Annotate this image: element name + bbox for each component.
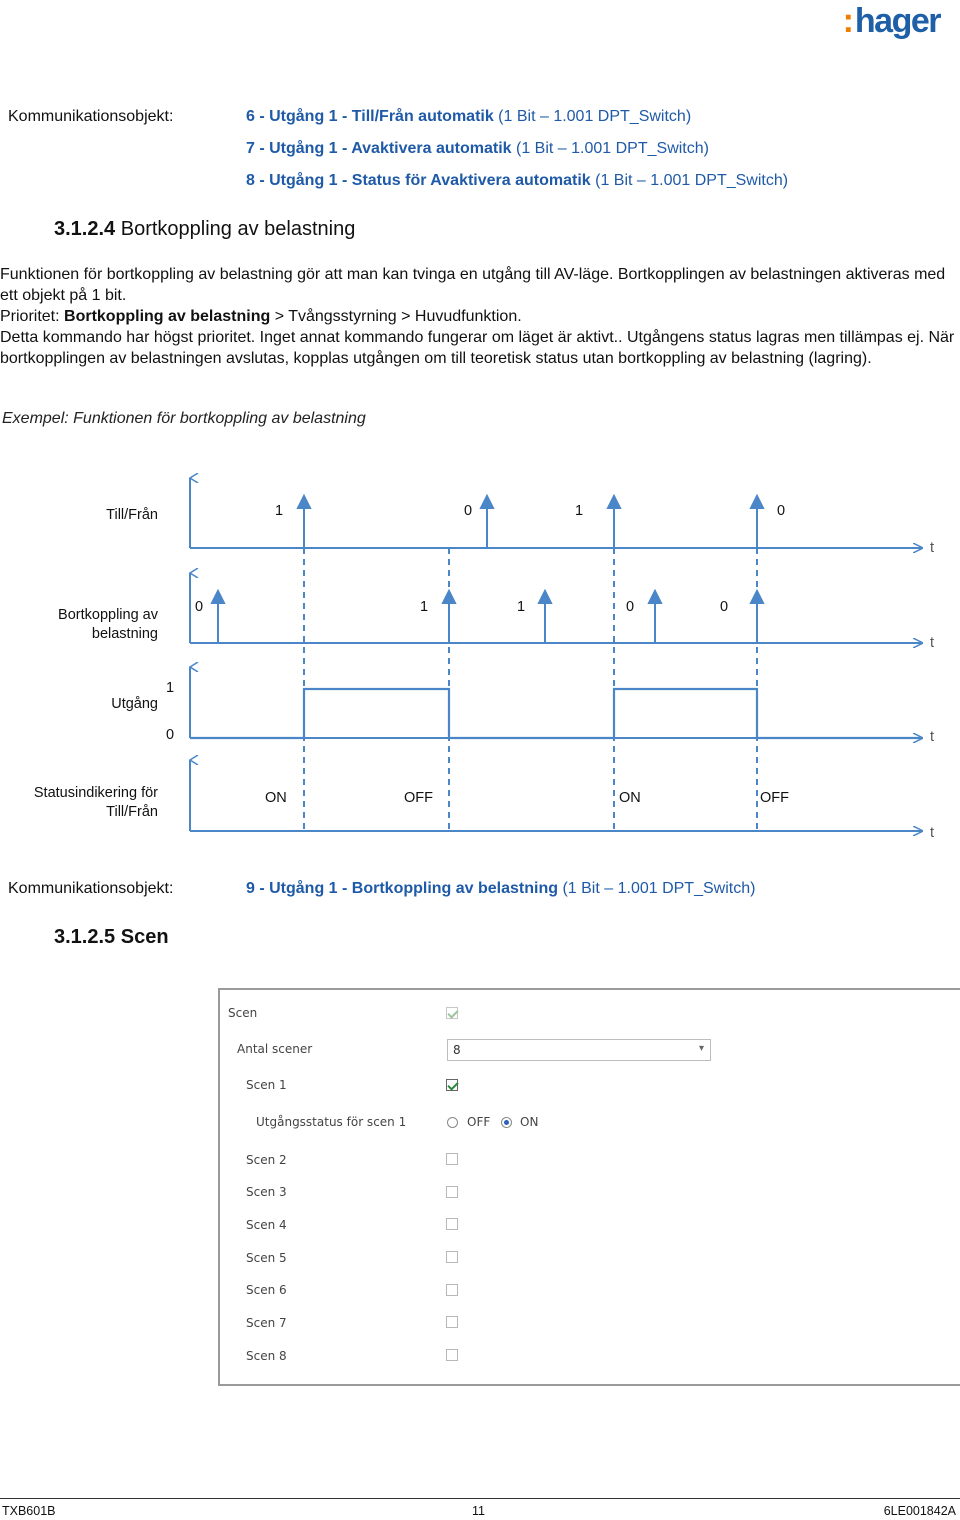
axis-t-label: t	[930, 729, 935, 745]
antal-scener-label: Antal scener	[237, 1042, 313, 1056]
radio-off-label: OFF	[467, 1115, 491, 1129]
scene-settings-panel	[218, 988, 960, 1386]
value-label: 0	[195, 599, 204, 615]
scen-7-label: Scen 7	[246, 1316, 287, 1330]
comm-object-6: 6 - Utgång 1 - Till/Från automatik (1 Bit – 1.001 DPT_Switch)	[246, 108, 692, 125]
scen-8-checkbox[interactable]	[446, 1349, 458, 1361]
row-label-status: Statusindikering för Till/Från	[33, 785, 158, 820]
section-heading-scen: 3.1.2.5 Scen	[54, 926, 169, 948]
event-arrow	[212, 591, 224, 603]
scen-2-checkbox[interactable]	[446, 1153, 458, 1165]
event-arrow	[298, 496, 310, 508]
scen-4-checkbox[interactable]	[446, 1218, 458, 1230]
scen-4-label: Scen 4	[246, 1218, 287, 1232]
scen-6-label: Scen 6	[246, 1283, 287, 1297]
event-arrow	[539, 591, 551, 603]
axis-t-label: t	[930, 540, 935, 556]
value-label: 1	[517, 599, 526, 615]
radio-on[interactable]	[501, 1117, 512, 1128]
value-label: OFF	[404, 790, 433, 806]
value-label: 0	[777, 503, 786, 519]
logo-dots: :	[842, 2, 854, 40]
output-waveform	[190, 689, 920, 738]
event-arrow	[608, 496, 620, 508]
scen-6-checkbox[interactable]	[446, 1284, 458, 1296]
footer-ref-code: 6LE001842A	[883, 1504, 956, 1518]
scen-1-label: Scen 1	[246, 1078, 287, 1092]
value-label: ON	[265, 790, 287, 806]
event-arrow	[481, 496, 493, 508]
comm-object-7: 7 - Utgång 1 - Avaktivera automatik (1 Bit – 1.001 DPT_Switch)	[246, 140, 709, 157]
event-arrow	[443, 591, 455, 603]
value-label: 0	[626, 599, 635, 615]
paragraph-intro: Funktionen för bortkoppling av belastning gör att man kan tvinga en utgång till AV-läge. Bortkopplingen av belastningen aktiveras med ett objekt på 1 bit.	[0, 266, 946, 304]
paragraph-priority: Prioritet: Bortkoppling av belastning > Tvångsstyrning > Huvudfunktion.	[0, 308, 522, 325]
section-heading-bortkoppling: 3.1.2.4 Bortkoppling av belastning	[54, 218, 356, 240]
scen-7-checkbox[interactable]	[446, 1316, 458, 1328]
antal-scener-select[interactable]: 8 ▾	[447, 1039, 711, 1061]
event-arrow	[751, 496, 763, 508]
radio-off[interactable]	[447, 1117, 458, 1128]
row-label-till-fran: Till/Från	[106, 507, 158, 523]
scen-5-checkbox[interactable]	[446, 1251, 458, 1263]
scen-8-label: Scen 8	[246, 1349, 287, 1363]
comm-object-label: Kommunikationsobjekt:	[8, 108, 174, 125]
row-label-utgang: Utgång	[111, 696, 158, 712]
page-number: 11	[472, 1504, 485, 1518]
event-arrow	[649, 591, 661, 603]
level-label: 0	[166, 727, 175, 743]
logo-text: hager	[854, 2, 940, 40]
example-title: Exempel: Funktionen för bortkoppling av belastning	[2, 410, 366, 427]
chevron-down-icon: ▾	[698, 1043, 704, 1054]
value-label: 0	[464, 503, 473, 519]
scen-1-checkbox[interactable]	[446, 1079, 458, 1091]
value-label: 0	[720, 599, 729, 615]
comm-object-label: Kommunikationsobjekt:	[8, 880, 174, 897]
scen-checkbox[interactable]	[446, 1007, 458, 1019]
axis-t-label: t	[930, 825, 935, 841]
radio-on-label: ON	[520, 1115, 539, 1129]
status-scen-1-label: Utgångsstatus för scen 1	[256, 1115, 407, 1129]
scen-3-label: Scen 3	[246, 1185, 287, 1199]
scen-label: Scen	[228, 1006, 258, 1020]
value-label: 1	[575, 503, 584, 519]
value-label: ON	[619, 790, 641, 806]
row-label-bortkoppling: Bortkoppling av belastning	[58, 607, 158, 642]
axis-t-label: t	[930, 635, 935, 651]
comm-object-8: 8 - Utgång 1 - Status för Avaktivera automatik (1 Bit – 1.001 DPT_Switch)	[246, 172, 789, 189]
value-label: OFF	[760, 790, 789, 806]
footer-divider	[0, 1498, 960, 1499]
comm-object-9: 9 - Utgång 1 - Bortkoppling av belastning (1 Bit – 1.001 DPT_Switch)	[246, 880, 756, 897]
scen-3-checkbox[interactable]	[446, 1186, 458, 1198]
value-label: 1	[275, 503, 284, 519]
value-label: 1	[420, 599, 429, 615]
level-label: 1	[166, 680, 175, 696]
paragraph-details: Detta kommando har högst prioritet. Inget annat kommando fungerar om läget är aktivt.. Utgångens status lagras men tillämpas ej. När bortkopplingen av belastningen avslutas, kopplas utgången om till teoretisk status utan bortkoppling av belastning (lagring).	[0, 329, 955, 367]
scen-2-label: Scen 2	[246, 1153, 287, 1167]
footer-doc-code: TXB601B	[2, 1504, 56, 1518]
scen-5-label: Scen 5	[246, 1251, 287, 1265]
event-arrow	[751, 591, 763, 603]
